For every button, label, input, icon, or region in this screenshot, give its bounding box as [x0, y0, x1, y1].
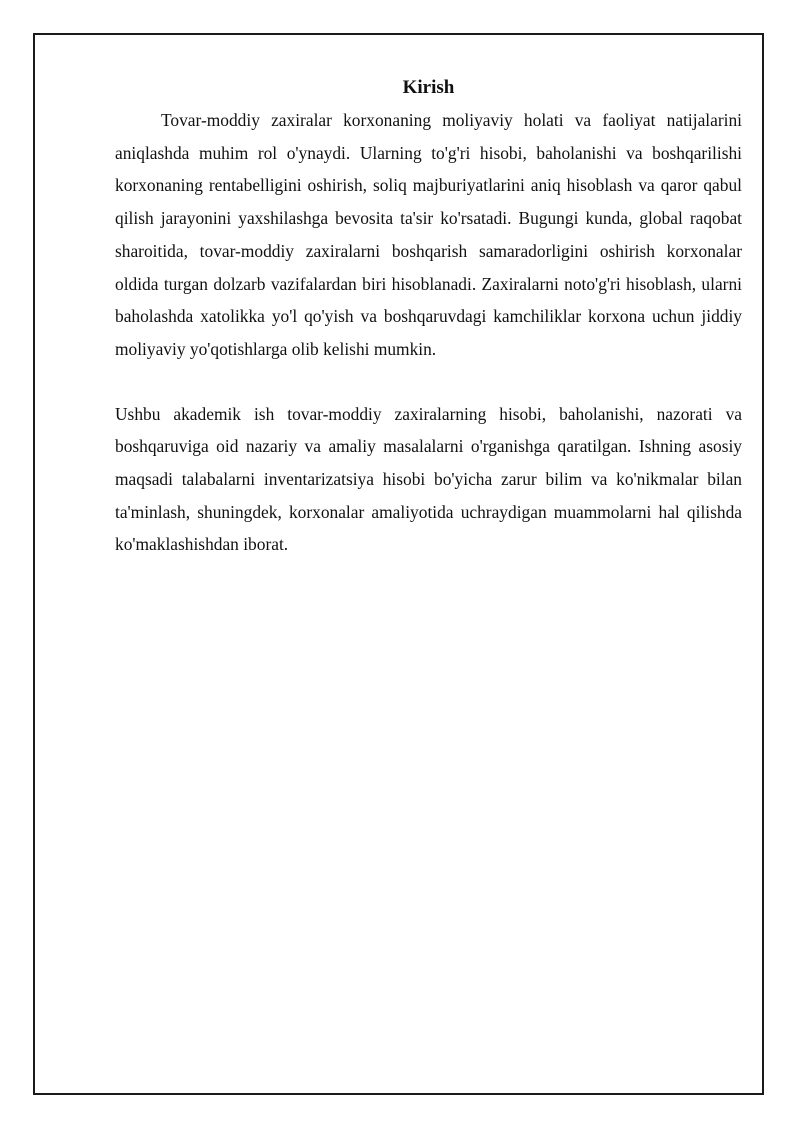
intro-paragraph-2: Ushbu akademik ish tovar-moddiy zaxiralarning hisobi, baholanishi, nazorati va boshqaruviga oid nazariy va amaliy masalalarni o'rganishga qaratilgan. Ishning asosiy maqsadi talabalarni inventarizatsiya hisobi bo'yicha zarur bilim va ko'nikmalar bilan ta'minlash, shuningdek, korxonalar amaliyotida uchraydigan muammolarni hal qilishda ko'maklashishdan iborat.: [115, 403, 742, 555]
section-title: Kirish: [402, 77, 455, 98]
intro-paragraph-1: Tovar-moddiy zaxiralar korxonaning moliyaviy holati va faoliyat natijalarini aniqlashda muhim rol o'ynaydi. Ularning to'g'ri hisobi, baholanishi va boshqarilishi korxonaning rentabelligini oshirish, soliq majburiyatlarini aniq hisoblash va qaror qabul qilish jarayonini yaxshilashga bevosita ta'sir ko'rsatadi. Bugungi kunda, global raqobat sharoitida, tovar-moddiy zaxiralarni boshqarish samaradorligini oshirish korxonalar oldida turgan dolzarb vazifalardan biri hisoblanadi. Zaxiralarni noto'g'ri hisoblash, ularni baholashda xatolikka yo'l qo'yish va boshqaruvdagi kamchiliklar korxona uchun jiddiy moliyaviy yo'qotishlarga olib kelishi mumkin.: [115, 110, 742, 359]
document-body: [115, 76, 742, 561]
paragraph-spacer: [115, 366, 742, 398]
